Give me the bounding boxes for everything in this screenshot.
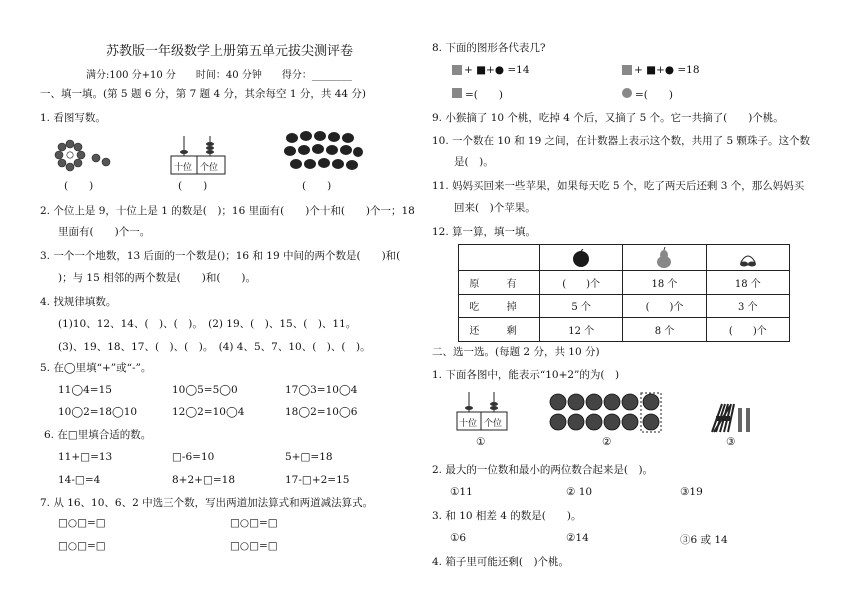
table-row	[459, 318, 790, 342]
q5-item: 17◯3=10◯4	[285, 384, 358, 396]
p2-q3-option: ②14	[566, 532, 589, 544]
table-row	[459, 294, 790, 318]
q11-line-1: 11. 妈妈买回来一些苹果，如果每天吃 5 个，吃了两天后还剩 3 个，那么妈妈买	[432, 180, 805, 192]
option-label: ①	[476, 436, 486, 448]
q1-blank-2: ( )	[178, 180, 208, 192]
table-header-cell	[540, 245, 623, 271]
q6-stem: 6. 在□里填合适的数。	[44, 429, 152, 441]
table-cell: 18 个	[623, 271, 706, 295]
q6-item: 8+2+□=18	[172, 474, 236, 486]
q10-line-1: 10. 一个数在 10 和 19 之间，在计数器上表示这个数，共用了 5 颗珠子。这个数	[432, 135, 810, 147]
table-header-cell	[623, 245, 706, 271]
table-cell: 12 个	[540, 318, 623, 342]
p2-q4-stem: 4. 箱子里可能还剩( )个桃。	[432, 556, 570, 568]
abacus-one-label: 个位	[200, 163, 219, 173]
page-title: 苏教版一年级数学上册第五单元拔尖测评卷	[106, 44, 354, 59]
q4-line-1: (1)10、12、14、( )、( )。 (2) 19、( )、15、( )、11。	[58, 318, 357, 330]
apple-icon	[571, 249, 591, 267]
option-label: ③	[726, 436, 736, 448]
q4-line-2: (3)、19、18、17、( )、( )。 (4) 4、5、7、10、( )、( )。	[58, 341, 371, 353]
q10-line-2: 是( )。	[454, 156, 494, 168]
q12-stem: 12. 算一算，填一填。	[432, 226, 537, 238]
q2-line-1: 2. 个位上是 9，十位上是 1 的数是( )；16 里面有( )个十和( )个一；18	[40, 205, 415, 217]
p2-q3-stem: 3. 和 10 相差 4 的数是( )。	[432, 510, 582, 522]
table-cell: ( )个	[540, 271, 623, 295]
section-1-heading: 一、填一填。(第 5 题 6 分，第 7 题 4 分，其余每空 1 分，共 44 分)	[40, 88, 367, 100]
q12-table	[458, 244, 790, 342]
q5-item: 10◯5=5◯0	[172, 384, 238, 396]
q1-stem: 1. 看图写数。	[40, 112, 106, 124]
q6-item: 5+□=18	[285, 451, 333, 463]
table-header-cell	[706, 245, 789, 271]
abacus-ten-label: 十位	[174, 163, 193, 173]
p2-q2-option: ①11	[450, 486, 473, 498]
q9: 9. 小猴摘了 10 个桃，吃掉 4 个后，又摘了 5 个。它一共摘了( )个桃。	[432, 112, 784, 124]
q5-item: 12◯2=10◯4	[172, 406, 245, 418]
table-corner-cell	[459, 245, 540, 271]
q7-item: □○□=□	[58, 540, 106, 552]
dots-cluster-icon	[284, 130, 364, 174]
q8-eq-4: =( )	[635, 89, 673, 101]
row-label: 原 有	[459, 271, 540, 295]
q7-stem: 7. 从 16、10、6、2 中选三个数，写出两道加法算式和两道减法算式。	[40, 497, 374, 509]
q3-line-1: 3. 一个一个地数，13 后面的一个数是()；16 和 19 中间的两个数是( )和(	[40, 250, 401, 262]
q6-item: 14-□=4	[58, 474, 101, 486]
q4-stem: 4. 找规律填数。	[40, 296, 117, 308]
table-cell: ( )个	[623, 294, 706, 318]
p2-q2-option: ② 10	[566, 486, 593, 498]
square-icon	[452, 88, 462, 98]
q6-item: 17-□+2=15	[285, 474, 350, 486]
pear-icon	[655, 247, 673, 269]
q5-stem: 5. 在◯里填“+”或“-”。	[40, 362, 152, 374]
square-icon	[452, 65, 462, 75]
table-cell: 3 个	[706, 294, 789, 318]
table-cell: 18 个	[706, 271, 789, 295]
balls-option-icon	[548, 392, 664, 434]
table-row	[459, 271, 790, 295]
q5-item: 11◯4=15	[58, 384, 112, 396]
section-2-heading: 二、选一选。(每题 2 分，共 10 分)	[432, 346, 600, 358]
square-icon	[622, 65, 632, 75]
p2-q3-option: ③6 或 14	[680, 534, 728, 546]
q8-stem: 8. 下面的图形各代表几?	[432, 42, 546, 54]
q8-eq-1: + ■+● =14	[464, 64, 530, 76]
q6-item: □-6=10	[172, 451, 215, 463]
q3-line-2: )；与 15 相邻的两个数是( )和( )。	[58, 272, 257, 284]
circle-icon	[622, 88, 632, 98]
table-cell: 5 个	[540, 294, 623, 318]
q7-item: □○□=□	[230, 517, 278, 529]
q6-item: 11+□=13	[58, 451, 113, 463]
table-cell: ( )个	[706, 318, 789, 342]
q8-eq-2: + ■+● =18	[634, 64, 700, 76]
q7-item: □○□=□	[58, 517, 106, 529]
q5-item: 18◯2=10◯6	[285, 406, 358, 418]
bead-ring-icon	[52, 138, 116, 174]
q1-blank-3: ( )	[302, 180, 332, 192]
option-label: ②	[602, 436, 612, 448]
row-label: 吃 掉	[459, 294, 540, 318]
p2-q1-stem: 1. 下面各图中，能表示“10+2”的为( )	[432, 369, 620, 381]
row-label: 还 剩	[459, 318, 540, 342]
q11-line-2: 回来( )个苹果。	[454, 202, 536, 214]
p2-q3-option: ①6	[450, 532, 467, 544]
abacus-one-label: 个位	[484, 419, 503, 429]
q5-item: 10◯2=18◯10	[58, 406, 138, 418]
exam-meta: 满分:100 分+10 分 时间：40 分钟 得分：________	[86, 70, 352, 81]
peach-icon	[737, 248, 759, 268]
sticks-option-icon	[708, 402, 754, 436]
q1-blank-1: ( )	[64, 180, 94, 192]
p2-q2-stem: 2. 最大的一位数和最小的两位数合起来是( )。	[432, 464, 654, 476]
q8-eq-3: =( )	[465, 89, 503, 101]
table-cell: 8 个	[623, 318, 706, 342]
abacus-ten-label: 十位	[459, 419, 478, 429]
q2-line-2: 里面有( )个一。	[58, 226, 151, 238]
p2-q2-option: ③19	[680, 486, 703, 498]
q7-item: □○□=□	[230, 540, 278, 552]
